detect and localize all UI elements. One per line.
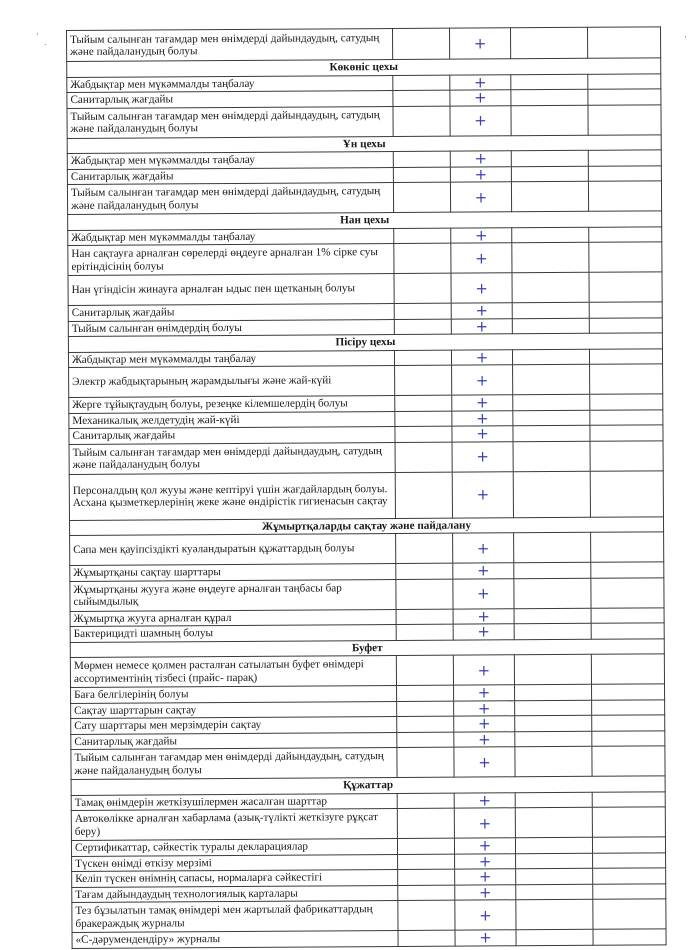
requirement-text: Тыйым салынған өнімдердің болуы — [68, 319, 394, 336]
check-mark: + — [454, 838, 515, 854]
empty-cell — [394, 303, 451, 319]
empty-cell — [511, 150, 588, 166]
empty-cell — [513, 425, 590, 441]
requirement-text: Нан сақтауға арналған сөрелерді өңдеуге арналған 1% сірке суы ерітіндісінің болуы — [68, 244, 394, 276]
requirement-text: Бактерицидті шамның болуы — [70, 624, 396, 641]
empty-cell — [394, 273, 451, 303]
empty-cell — [514, 608, 591, 624]
empty-cell — [398, 930, 455, 946]
empty-cell — [588, 181, 661, 211]
empty-cell — [512, 227, 589, 243]
requirement-text: Тыйым салынған тағамдар мен өнімдерді дайындаудың, сатудың және пайдаланудың болуы — [69, 442, 395, 474]
check-mark: + — [451, 318, 512, 334]
section-title: Ұн цехы — [67, 134, 661, 153]
empty-cell — [398, 885, 455, 901]
empty-cell — [398, 900, 455, 930]
section-title: Көкөніс цехы — [67, 58, 661, 77]
check-mark: + — [455, 869, 516, 885]
empty-cell — [395, 411, 452, 427]
empty-cell — [516, 929, 593, 945]
empty-cell — [397, 701, 454, 717]
check-mark: + — [455, 930, 516, 946]
empty-cell — [512, 272, 589, 302]
empty-cell — [592, 837, 665, 853]
section-title: Нан цехы — [68, 211, 662, 230]
empty-cell — [591, 577, 664, 607]
empty-cell — [395, 365, 452, 395]
checklist-sheet — [66, 26, 666, 948]
check-mark: + — [453, 533, 514, 563]
empty-cell — [396, 609, 453, 625]
empty-cell — [590, 409, 663, 425]
empty-cell — [588, 73, 661, 89]
empty-cell — [397, 685, 454, 701]
scan-dot: · — [36, 30, 39, 40]
empty-cell — [396, 563, 453, 579]
empty-cell — [589, 348, 662, 364]
empty-cell — [592, 699, 665, 715]
check-mark: + — [451, 303, 512, 319]
empty-cell — [515, 792, 592, 808]
check-mark: + — [454, 716, 515, 732]
requirement-text: Тыйым салынған тағамдар мен өнімдерді дайындаудың, сатудың және пайдаланудың болуы — [67, 106, 393, 138]
check-mark: + — [451, 273, 512, 303]
empty-cell — [589, 242, 662, 272]
table-row — [67, 181, 661, 215]
empty-cell — [396, 624, 453, 640]
empty-cell — [514, 578, 591, 608]
requirement-text: Жұмыртқаны жууға және өңдеуге арналған таңбасы бар сыйымдылық — [70, 579, 396, 611]
empty-cell — [513, 410, 590, 426]
empty-cell — [394, 243, 451, 273]
empty-cell — [590, 440, 663, 470]
scan-dot: ˙ — [43, 44, 48, 54]
check-mark: + — [451, 349, 512, 365]
requirement-text: Санитарлық жағдайы — [67, 91, 393, 108]
requirement-text: Автокөлікке арналған хабарлама (азық-түлікті жеткізуге рұқсат беру) — [71, 808, 397, 840]
requirement-text: Жабдықтар мен мүкәммалды таңбалау — [68, 350, 394, 367]
scan-dot: · — [684, 33, 687, 43]
empty-cell — [592, 730, 665, 746]
empty-cell — [590, 425, 663, 441]
empty-cell — [591, 623, 664, 639]
empty-cell — [516, 899, 593, 929]
requirement-text: Жабдықтар мен мүкәммалды таңбалау — [67, 75, 393, 92]
empty-cell — [515, 837, 592, 853]
empty-cell — [588, 150, 661, 166]
check-mark: + — [451, 243, 512, 273]
empty-cell — [514, 562, 591, 578]
empty-cell — [394, 319, 451, 335]
empty-cell — [396, 655, 453, 685]
empty-cell — [591, 654, 664, 684]
empty-cell — [589, 317, 662, 333]
requirement-text: Тез бұзылатын тамақ өнімдері мен жартылай фабрикаттардың бракераждық журналы — [72, 900, 398, 932]
requirement-text: Тыйым салынған тағамдар мен өнімдерді дайындаудың, сатудың және пайдаланудың болуы — [67, 183, 393, 215]
requirement-text: Персоналдың қол жууы және кептіруі үшін жағдайлардың болуы. Асхана қызметкерлерінің жеке және өндірістік гигиенасын сақтау — [69, 472, 395, 520]
empty-cell — [593, 868, 666, 884]
empty-cell — [516, 853, 593, 869]
empty-cell — [395, 442, 452, 472]
check-mark: + — [450, 74, 511, 90]
check-mark: + — [450, 90, 511, 106]
check-mark: + — [450, 151, 511, 167]
check-mark: + — [455, 884, 516, 900]
empty-cell — [515, 731, 592, 747]
empty-cell — [591, 607, 664, 623]
table-row — [72, 899, 666, 933]
requirement-text: Мөрмен немесе қолмен расталған сатылатын буфет өнімдері ассортиментінің тізбесі (прайс- парақ) — [70, 655, 396, 687]
table-row — [68, 272, 662, 306]
empty-cell — [513, 364, 590, 394]
table-row — [69, 440, 663, 474]
check-mark: + — [453, 608, 514, 624]
table-row — [72, 929, 666, 948]
empty-cell — [510, 27, 587, 58]
check-mark: + — [454, 808, 515, 838]
requirement-text: Түскен өнімді өткізу мерзімі — [72, 854, 398, 871]
empty-cell — [516, 868, 593, 884]
empty-cell — [395, 426, 452, 442]
empty-cell — [397, 793, 454, 809]
empty-cell — [588, 89, 661, 105]
empty-cell — [396, 533, 453, 563]
requirement-text: Жұмыртқа жууға арналған құрал — [70, 609, 396, 626]
check-mark: + — [454, 685, 515, 701]
empty-cell — [511, 89, 588, 105]
empty-cell — [592, 807, 665, 837]
requirement-text: Келіп түскен өнімнің сапасы, нормаларға сәйкестігі — [72, 869, 398, 886]
check-mark: + — [453, 655, 514, 685]
empty-cell — [587, 27, 660, 58]
check-mark: + — [454, 747, 515, 777]
check-mark: + — [455, 900, 516, 930]
table-row — [67, 27, 661, 62]
empty-cell — [512, 242, 589, 272]
empty-cell — [396, 579, 453, 609]
requirement-text: Сату шарттары мен мерзімдерін сақтау — [71, 716, 397, 733]
check-mark: + — [452, 426, 513, 442]
empty-cell — [395, 472, 452, 518]
check-mark: + — [454, 731, 515, 747]
table-row — [70, 532, 664, 566]
empty-cell — [514, 623, 591, 639]
check-mark: + — [454, 700, 515, 716]
empty-cell — [593, 929, 666, 945]
empty-cell — [590, 394, 663, 410]
empty-cell — [397, 716, 454, 732]
empty-cell — [393, 182, 450, 212]
check-mark: + — [450, 182, 511, 212]
empty-cell — [511, 181, 588, 211]
empty-cell — [593, 883, 666, 899]
table-row — [71, 746, 665, 780]
empty-cell — [591, 532, 664, 562]
empty-cell — [397, 808, 454, 838]
empty-cell — [394, 350, 451, 366]
empty-cell — [592, 791, 665, 807]
empty-cell — [395, 395, 452, 411]
table-row — [70, 654, 664, 688]
empty-cell — [514, 654, 591, 684]
check-mark: + — [452, 365, 513, 395]
requirement-text: Тыйым салынған тағамдар мен өнімдерді дайындаудың, сатудың және пайдаланудың болуы — [71, 747, 397, 779]
check-mark: + — [453, 563, 514, 579]
section-title: Буфет — [70, 638, 664, 657]
requirement-text: Сертификаттар, сәйкестік туралы декларациялар — [71, 838, 397, 855]
empty-cell — [514, 532, 591, 562]
requirement-text: Жұмыртқаны сақтау шарттары — [70, 563, 396, 580]
check-mark: + — [452, 471, 513, 517]
empty-cell — [398, 854, 455, 870]
requirement-text: Жабдықтар мен мүкәммалды таңбалау — [67, 152, 393, 169]
empty-cell — [589, 272, 662, 302]
empty-cell — [593, 899, 666, 929]
empty-cell — [590, 364, 663, 394]
check-mark: + — [453, 624, 514, 640]
empty-cell — [512, 318, 589, 334]
empty-cell — [513, 394, 590, 410]
empty-cell — [393, 151, 450, 167]
check-mark: + — [452, 410, 513, 426]
empty-cell — [393, 90, 450, 106]
table-row — [70, 577, 664, 611]
empty-cell — [515, 684, 592, 700]
requirement-text: Жерге тұйықтаудың болуы, резеңке кілемшелердің болуы — [69, 395, 395, 412]
empty-cell — [393, 106, 450, 136]
requirement-text: Сақтау шарттарын сақтау — [71, 701, 397, 718]
empty-cell — [393, 75, 450, 91]
empty-cell — [589, 226, 662, 242]
requirement-text: Баға белгілерінің болуы — [71, 685, 397, 702]
empty-cell — [398, 869, 455, 885]
empty-cell — [513, 471, 590, 517]
section-title: Жұмыртқаларды сақтау және пайдалану — [69, 516, 663, 535]
empty-cell — [511, 74, 588, 90]
section-title: Пісіру цехы — [68, 333, 662, 352]
empty-cell — [591, 562, 664, 578]
requirement-text: Тыйым салынған тағамдар мен өнімдерді дайындаудың, сатудың және пайдаланудың болуы — [67, 29, 393, 62]
empty-cell — [511, 105, 588, 135]
check-mark: + — [450, 105, 511, 135]
empty-cell — [394, 228, 451, 244]
requirement-text: Жабдықтар мен мүкәммалды таңбалау — [68, 228, 394, 245]
requirement-text: Санитарлық жағдайы — [69, 426, 395, 443]
requirement-text: Тамақ өнімдерін жеткізушілермен жасалған шарттар — [71, 793, 397, 810]
empty-cell — [515, 700, 592, 716]
empty-cell — [590, 470, 663, 516]
empty-cell — [397, 732, 454, 748]
check-mark: + — [454, 792, 515, 808]
check-mark: + — [452, 441, 513, 471]
empty-cell — [392, 28, 449, 59]
empty-cell — [397, 838, 454, 854]
empty-cell — [516, 884, 593, 900]
requirement-text: Механикалық желдетудің жай-күйі — [69, 411, 395, 428]
empty-cell — [592, 684, 665, 700]
empty-cell — [512, 349, 589, 365]
requirement-text: Санитарлық жағдайы — [67, 167, 393, 184]
empty-cell — [515, 746, 592, 776]
table-row — [69, 364, 663, 398]
empty-cell — [588, 165, 661, 181]
check-mark: + — [455, 853, 516, 869]
requirement-text: Санитарлық жағдайы — [71, 732, 397, 749]
empty-cell — [593, 852, 666, 868]
empty-cell — [511, 166, 588, 182]
table-row — [68, 242, 662, 276]
check-mark: + — [451, 227, 512, 243]
requirement-text: Сапа мен қауіпсіздікті куәландыратын құжаттардың болуы — [70, 533, 396, 565]
empty-cell — [592, 746, 665, 776]
empty-cell — [397, 747, 454, 777]
check-mark: + — [450, 166, 511, 182]
section-title: Құжаттар — [71, 776, 665, 795]
table-row — [67, 104, 661, 138]
check-mark: + — [453, 578, 514, 608]
check-mark: + — [452, 395, 513, 411]
check-mark: + — [449, 28, 510, 59]
empty-cell — [515, 807, 592, 837]
empty-cell — [512, 302, 589, 318]
empty-cell — [589, 302, 662, 318]
checklist-table — [66, 26, 667, 948]
table-row — [69, 470, 663, 520]
table-row — [71, 807, 665, 841]
requirement-text: Санитарлық жағдайы — [68, 304, 394, 321]
empty-cell — [592, 715, 665, 731]
requirement-text: Нан үгіндісін жинауға арналған ыдыс пен щетканың болуы — [68, 274, 394, 306]
requirement-text: Электр жабдықтарының жарамдылығы және жай-күйі — [69, 365, 395, 397]
empty-cell — [588, 104, 661, 134]
empty-cell — [515, 715, 592, 731]
empty-cell — [393, 167, 450, 183]
requirement-text: «С-дәрумендендіру» журналы — [72, 930, 398, 947]
empty-cell — [513, 441, 590, 471]
requirement-text: Тағам дайындаудың технологиялық карталары — [72, 885, 398, 902]
